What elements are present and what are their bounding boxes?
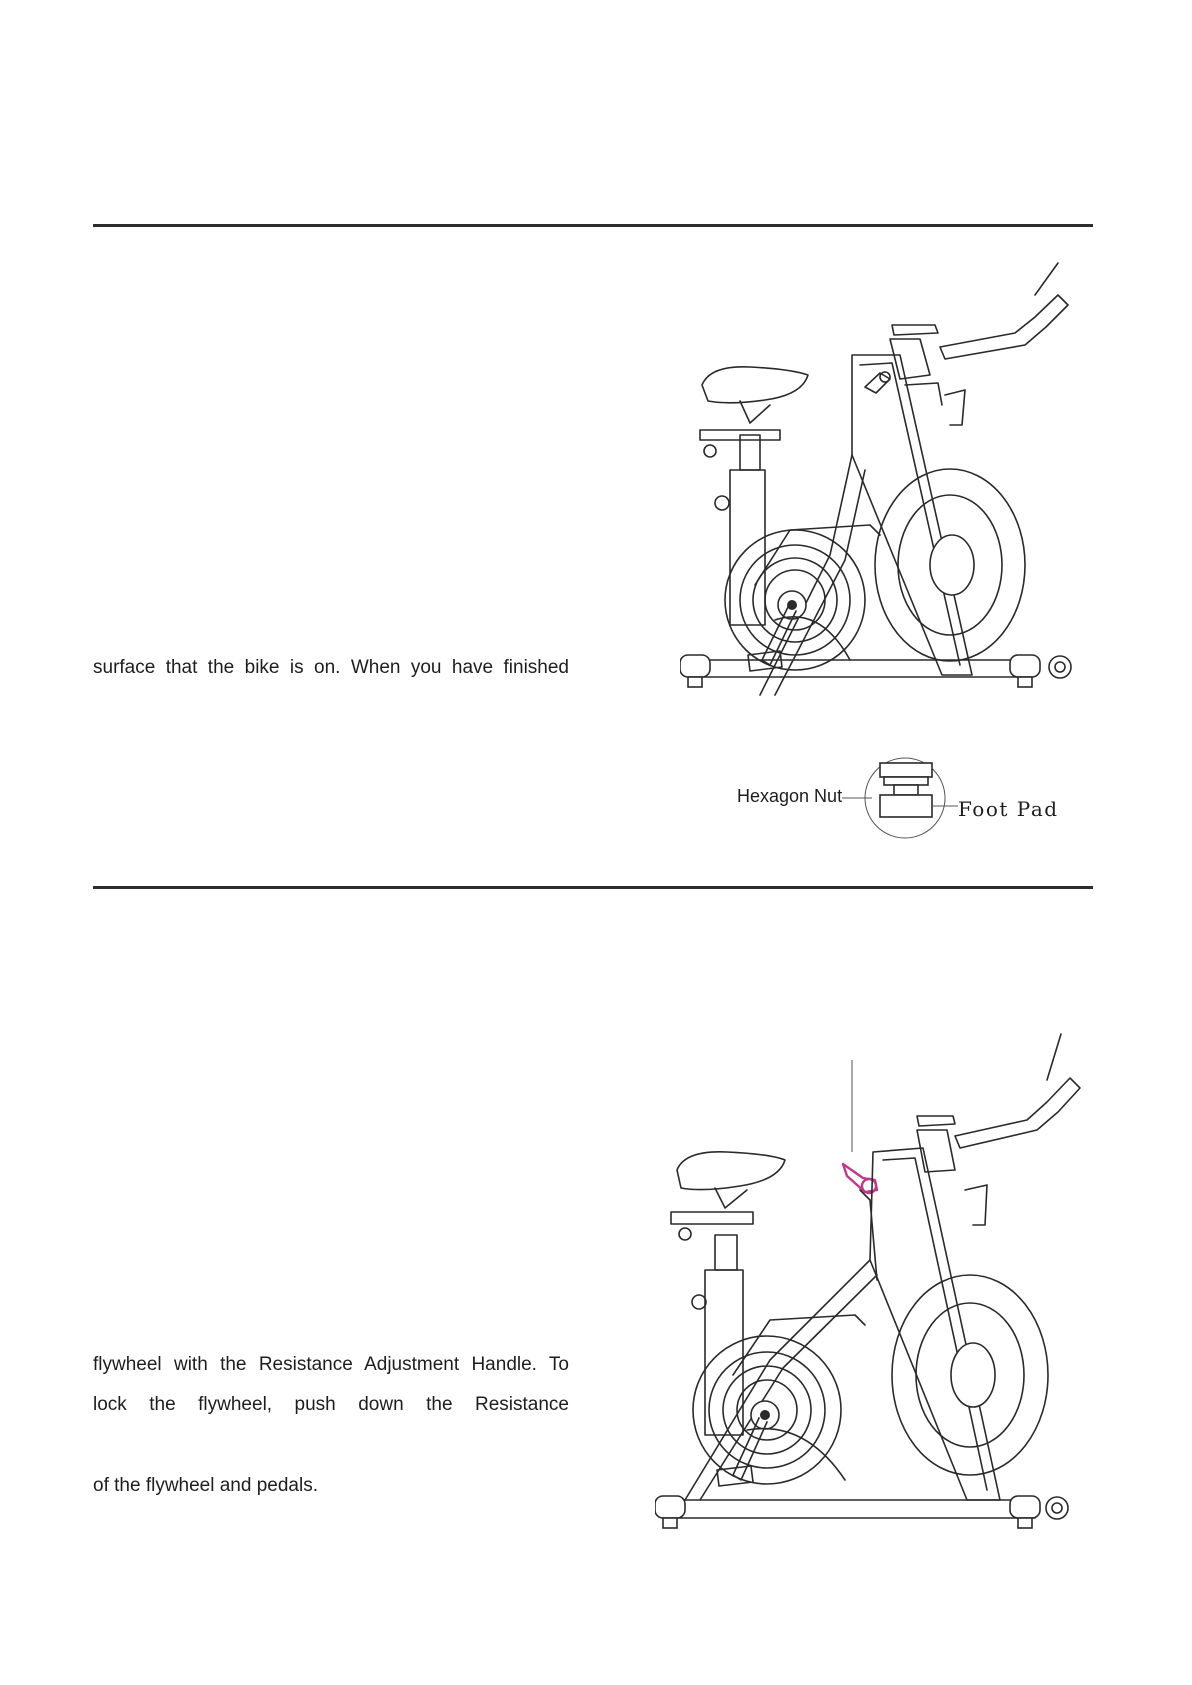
- bike-diagram-bottom: [655, 1030, 1085, 1540]
- resistance-text-line-3: of the flywheel and pedals.: [93, 1475, 318, 1496]
- middle-divider: [93, 886, 1093, 889]
- leveling-text-line: surface that the bike is on. When you have finished: [93, 657, 569, 678]
- hexagon-nut-leader: [842, 794, 872, 802]
- foot-pad-detail: [860, 755, 960, 845]
- resistance-text-line-2: lock the flywheel, push down the Resistance: [93, 1394, 569, 1415]
- resistance-text-line-1: flywheel with the Resistance Adjustment Handle. To: [93, 1354, 569, 1375]
- hexagon-nut-label: Hexagon Nut: [737, 786, 843, 806]
- bike-diagram-top: [680, 255, 1100, 745]
- foot-pad-label: Foot Pad: [958, 797, 1059, 821]
- top-divider: [93, 224, 1093, 227]
